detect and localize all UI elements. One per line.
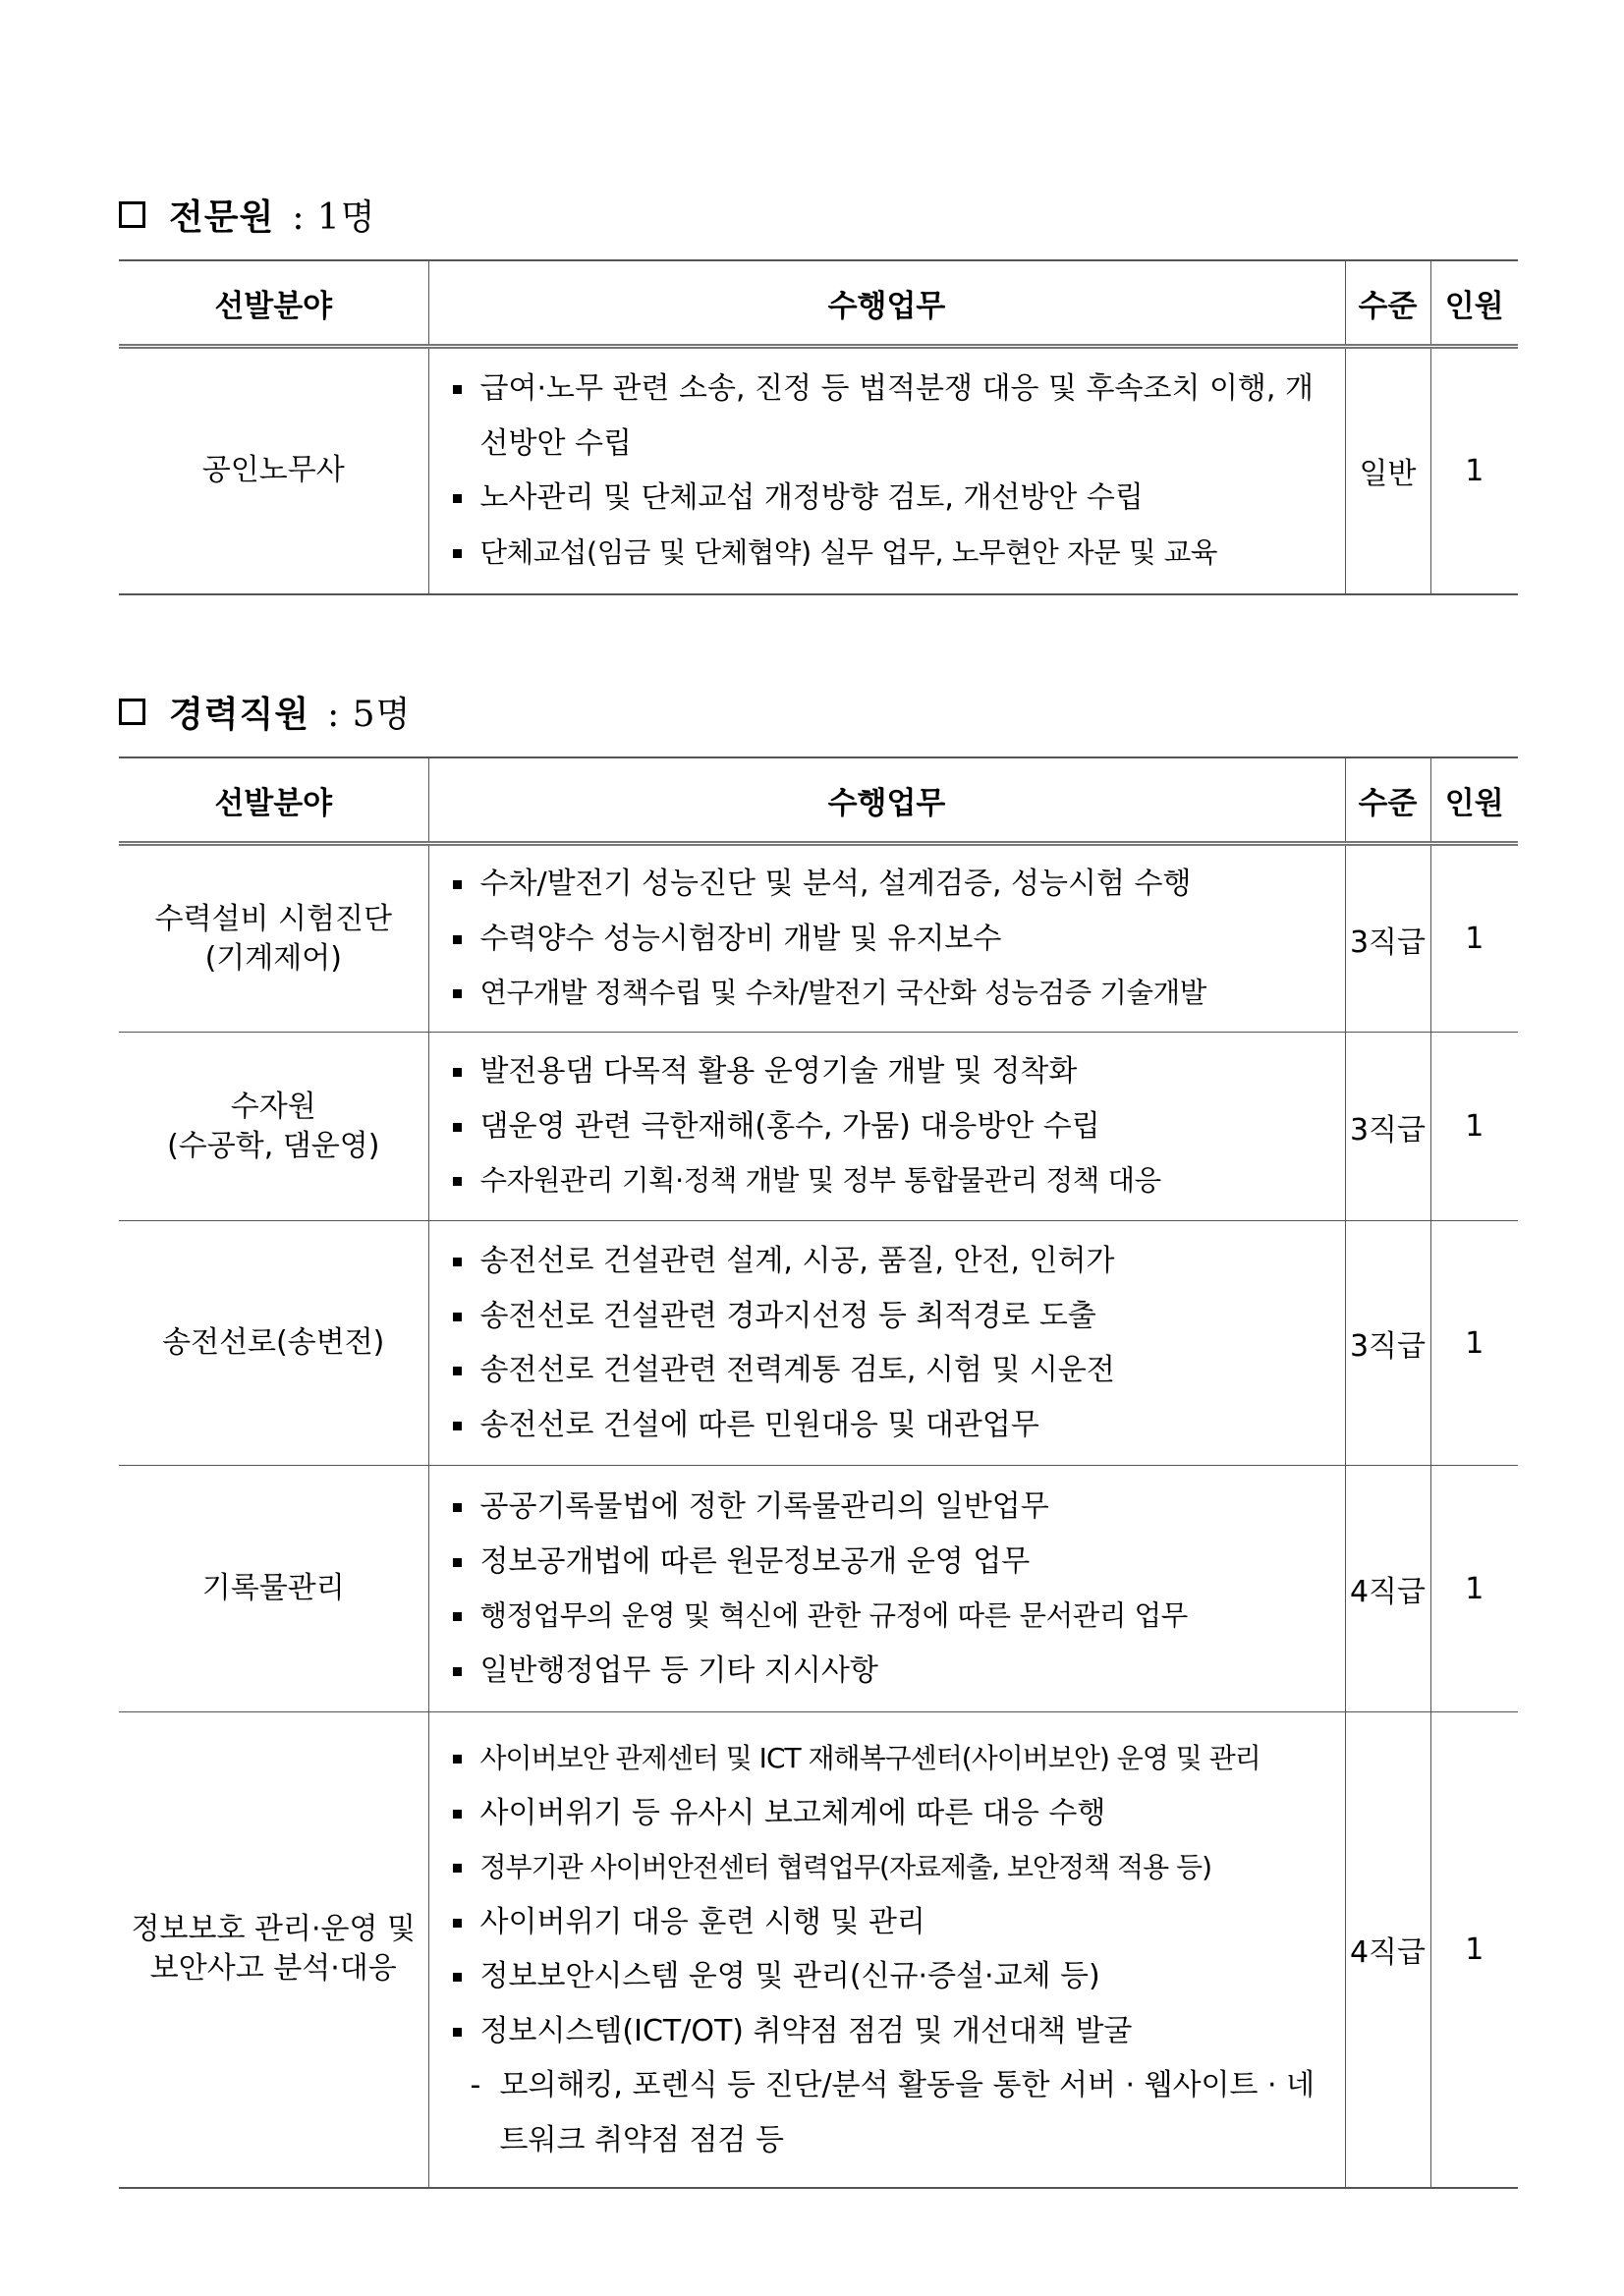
duty-item: 수차/발전기 성능진단 및 분석, 설계검증, 성능시험 수행 (443, 857, 1339, 912)
duty-item: 일반행정업무 등 기타 지시사항 (443, 1644, 1339, 1699)
field-line: 보안사고 분석·대응 (149, 1951, 397, 1987)
table-row (119, 1221, 1518, 1466)
section-title-text: 전문원 (169, 196, 275, 238)
duties-cell (428, 1221, 1345, 1466)
field-cell (119, 844, 428, 1033)
duty-item: 수력양수 성능시험장비 개발 및 유지보수 (443, 912, 1339, 967)
header-field: 선발분야 (119, 757, 428, 844)
duty-item: 행정업무의 운영 및 혁신에 관한 규정에 따른 문서관리 업무 (443, 1589, 1339, 1644)
count-cell: 1 (1430, 1033, 1518, 1221)
duty-item: 사이버위기 대응 훈련 시행 및 관리 (443, 1895, 1339, 1950)
table-header-row (119, 260, 1518, 347)
duties-cell (428, 844, 1345, 1033)
checkbox-square-icon (119, 201, 145, 228)
level-cell: 4직급 (1345, 1712, 1430, 2188)
field-cell (119, 1033, 428, 1221)
level-cell: 3직급 (1345, 1033, 1430, 1221)
duty-item: 연구개발 정책수립 및 수차/발전기 국산화 성능검증 기술개발 (443, 966, 1339, 1021)
level-cell: 3직급 (1345, 1221, 1430, 1466)
field-line: (기계제어) (204, 940, 342, 976)
count-cell: 1 (1430, 844, 1518, 1033)
table-row (119, 347, 1518, 594)
section-title-text: 경력직원 (169, 693, 310, 735)
table-row (119, 1466, 1518, 1712)
specialist-table (119, 259, 1518, 595)
duty-item: 송전선로 건설관련 경과지선정 등 최적경로 도출 (443, 1289, 1339, 1344)
duties-cell (428, 1712, 1345, 2188)
duty-item: 수자원관리 기획·정책 개발 및 정부 통합물관리 정책 대응 (443, 1153, 1339, 1208)
header-level: 수준 (1345, 260, 1430, 347)
field-line: 수자원 (230, 1089, 316, 1124)
duty-item: 댐운영 관련 극한재해(홍수, 가뭄) 대응방안 수립 (443, 1099, 1339, 1154)
duty-item: 송전선로 건설에 따른 민원대응 및 대관업무 (443, 1398, 1339, 1453)
table-row (119, 1033, 1518, 1221)
duty-item: 사이버보안 관제센터 및 ICT 재해복구센터(사이버보안) 운영 및 관리 (443, 1731, 1339, 1786)
duty-item: 정보시스템(ICT/OT) 취약점 점검 및 개선대책 발굴 (443, 2004, 1339, 2059)
level-cell: 3직급 (1345, 844, 1430, 1033)
duty-item: 송전선로 건설관련 설계, 시공, 품질, 안전, 인허가 (443, 1234, 1339, 1289)
field-cell (119, 1221, 428, 1466)
duty-item: 노사관리 및 단체교섭 개정방향 검토, 개선방안 수립 (443, 471, 1339, 526)
section-title (119, 682, 1518, 741)
count-cell: 1 (1430, 1221, 1518, 1466)
duty-item: 정부기관 사이버안전센터 협력업무(자료제출, 보안정책 적용 등) (443, 1840, 1339, 1895)
field-cell: 공인노무사 (119, 347, 428, 594)
header-field: 선발분야 (119, 260, 428, 347)
section-count: : 1명 (292, 196, 376, 238)
checkbox-square-icon (119, 699, 145, 725)
field-line: 수력설비 시험진단 (154, 901, 392, 936)
table-header-row (119, 757, 1518, 844)
duties-cell (428, 1466, 1345, 1712)
header-count: 인원 (1430, 260, 1518, 347)
duty-item: 발전용댐 다목적 활용 운영기술 개발 및 정착화 (443, 1044, 1339, 1099)
level-cell: 일반 (1345, 347, 1430, 594)
section-title (119, 185, 1518, 244)
field-line: 정보보호 관리·운영 및 (131, 1912, 416, 1947)
section-experienced (119, 682, 1518, 2189)
header-count: 인원 (1430, 757, 1518, 844)
field-cell (119, 1712, 428, 2188)
count-cell: 1 (1430, 1712, 1518, 2188)
field-cell (119, 1466, 428, 1712)
count-cell: 1 (1430, 1466, 1518, 1712)
duties-cell (428, 1033, 1345, 1221)
count-cell: 1 (1430, 347, 1518, 594)
sub-duty-item: - 모의해킹, 포렌식 등 진단/분석 활동을 통한 서버 · 웹사이트 · 네트워크 취약점 점검 등 (443, 2058, 1339, 2167)
section-specialist (119, 185, 1518, 595)
duty-item: 사이버위기 등 유사시 보고체계에 따른 대응 수행 (443, 1786, 1339, 1841)
section-count: : 5명 (327, 694, 412, 735)
field-line: 기록물관리 (201, 1571, 345, 1605)
field-line: 송전선로(송변전) (162, 1325, 385, 1360)
duty-item: 공공기록물법에 정한 기록물관리의 일반업무 (443, 1480, 1339, 1535)
level-cell: 4직급 (1345, 1466, 1430, 1712)
table-row (119, 1712, 1518, 2188)
duties-cell (428, 347, 1345, 594)
duty-item: 송전선로 건설관련 전력계통 검토, 시험 및 시운전 (443, 1343, 1339, 1398)
table-row (119, 844, 1518, 1033)
header-level: 수준 (1345, 757, 1430, 844)
field-line: (수공학, 댐운영) (167, 1128, 380, 1163)
header-duties: 수행업무 (428, 260, 1345, 347)
duty-item: 정보보안시스템 운영 및 관리(신규·증설·교체 등) (443, 1949, 1339, 2004)
duty-item: 급여·노무 관련 소송, 진정 등 법적분쟁 대응 및 후속조치 이행, 개선방안 수립 (443, 362, 1339, 471)
duty-item: 단체교섭(임금 및 단체협약) 실무 업무, 노무현안 자문 및 교육 (443, 526, 1339, 581)
duty-item: 정보공개법에 따른 원문정보공개 운영 업무 (443, 1535, 1339, 1590)
experienced-table (119, 756, 1518, 2189)
header-duties: 수행업무 (428, 757, 1345, 844)
